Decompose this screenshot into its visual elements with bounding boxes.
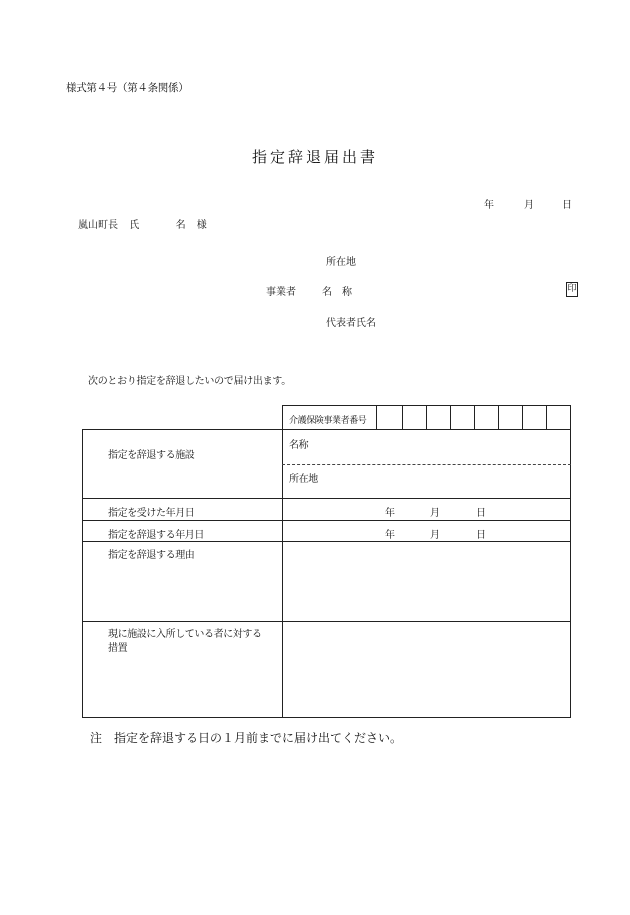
withdrawal-date-label: 指定を辞退する年月日 bbox=[108, 530, 204, 541]
operator-number-label: 介護保険事業者番号 bbox=[289, 416, 367, 426]
facility-name-label: 名称 bbox=[289, 440, 309, 451]
reason-label: 指定を辞退する理由 bbox=[108, 550, 195, 561]
main-table bbox=[82, 429, 571, 718]
withdrawal-date-day: 日 bbox=[476, 530, 486, 541]
digit-divider bbox=[498, 405, 499, 430]
document-title: 指定辞退届出書 bbox=[251, 148, 378, 166]
table-row-divider bbox=[82, 621, 571, 622]
applicant-operator-label: 事業者 bbox=[266, 287, 296, 298]
applicant-address-label: 所在地 bbox=[326, 257, 356, 268]
intro-text: 次のとおり指定を辞退したいので届け出ます。 bbox=[88, 376, 291, 387]
table-row-divider bbox=[82, 520, 571, 521]
applicant-name-label: 名 称 bbox=[322, 287, 352, 298]
applicant-representative-label: 代表者氏名 bbox=[326, 318, 376, 329]
designated-date-year: 年 bbox=[385, 508, 395, 519]
addressee bbox=[78, 216, 207, 231]
digit-divider bbox=[426, 405, 427, 430]
digit-divider bbox=[522, 405, 523, 430]
seal-mark: 印 bbox=[566, 282, 578, 297]
digit-divider bbox=[474, 405, 475, 430]
date-year: 年 bbox=[484, 200, 494, 211]
digit-divider bbox=[546, 405, 547, 430]
withdrawal-date-year: 年 bbox=[385, 530, 395, 541]
withdrawal-date-month: 月 bbox=[430, 530, 440, 541]
digit-divider bbox=[450, 405, 451, 430]
measures-label: 現に施設に入所している者に対する措置 bbox=[108, 629, 262, 654]
addressee-name-suffix: 氏 bbox=[129, 220, 140, 231]
table-row-divider bbox=[82, 541, 571, 542]
digit-divider bbox=[402, 405, 403, 430]
date-day: 日 bbox=[562, 200, 572, 211]
addressee-name: 名 bbox=[175, 220, 186, 231]
designated-date-label: 指定を受けた年月日 bbox=[108, 508, 195, 519]
table-column-divider bbox=[282, 429, 283, 718]
facility-label: 指定を辞退する施設 bbox=[108, 450, 195, 461]
digit-divider bbox=[376, 405, 377, 430]
addressee-honorific: 様 bbox=[196, 220, 207, 231]
table-row-divider bbox=[82, 498, 571, 499]
designated-date-month: 月 bbox=[430, 508, 440, 519]
addressee-prefix: 嵐山町長 bbox=[78, 220, 118, 231]
designated-date-day: 日 bbox=[476, 508, 486, 519]
footnote: 注 指定を辞退する日の１月前までに届け出てください。 bbox=[90, 731, 403, 745]
form-number: 様式第４号（第４条関係） bbox=[66, 82, 189, 94]
facility-dashed-divider bbox=[282, 464, 571, 465]
date-month: 月 bbox=[524, 200, 534, 211]
facility-address-label: 所在地 bbox=[289, 474, 318, 485]
